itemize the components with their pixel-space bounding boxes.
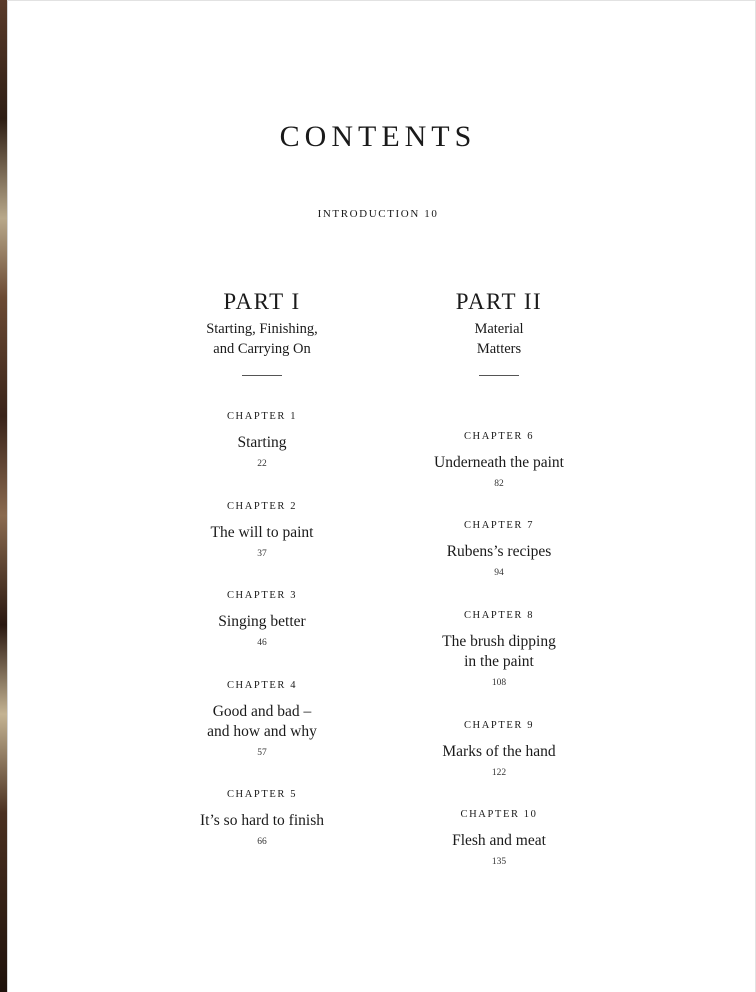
chapter-page-number: 82 xyxy=(494,479,504,489)
chapter-entry-2[interactable] xyxy=(147,500,377,560)
chapter-page-number: 94 xyxy=(494,568,504,578)
chapter-label: CHAPTER 3 xyxy=(226,590,298,601)
chapter-label: CHAPTER 10 xyxy=(460,809,538,820)
chapter-title xyxy=(384,831,614,851)
chapter-label: CHAPTER 8 xyxy=(463,610,535,621)
chapter-page-number: 135 xyxy=(491,857,507,867)
chapter-title xyxy=(147,702,377,742)
chapter-entry-7[interactable] xyxy=(384,519,614,579)
chapter-title-line: Flesh and meat xyxy=(452,832,546,849)
chapter-page-number: 122 xyxy=(491,768,507,778)
page-border-top xyxy=(7,0,756,1)
chapter-entry-8[interactable] xyxy=(384,609,614,689)
part-2-subtitle xyxy=(384,319,614,359)
part-1-divider xyxy=(242,375,282,376)
part-1-column xyxy=(147,286,377,847)
chapter-label: CHAPTER 7 xyxy=(463,520,535,531)
chapter-page-number: 108 xyxy=(491,678,507,688)
chapter-entry-5[interactable] xyxy=(147,788,377,848)
chapter-page-number: 22 xyxy=(257,459,267,469)
chapter-title-line: The brush dipping xyxy=(442,633,556,650)
chapter-title-line: in the paint xyxy=(464,653,534,670)
chapter-title xyxy=(384,632,614,672)
part-2-heading: PART II xyxy=(455,289,543,314)
chapter-entry-9[interactable] xyxy=(384,719,614,779)
chapter-label: CHAPTER 9 xyxy=(463,720,535,731)
chapter-title-line: Underneath the paint xyxy=(434,454,564,471)
chapter-title-line: and how and why xyxy=(207,723,317,740)
chapter-entry-4[interactable] xyxy=(147,679,377,759)
chapter-title xyxy=(147,523,377,543)
contents-title: CONTENTS xyxy=(279,120,477,153)
chapter-title xyxy=(384,542,614,562)
chapter-label: CHAPTER 1 xyxy=(226,411,298,422)
chapter-entry-3[interactable] xyxy=(147,589,377,649)
chapter-title-line: It’s so hard to finish xyxy=(200,812,324,829)
chapter-label: CHAPTER 4 xyxy=(226,680,298,691)
chapter-title-line: Singing better xyxy=(218,613,306,630)
chapter-title xyxy=(147,811,377,831)
chapter-entry-1[interactable] xyxy=(147,410,377,470)
chapter-entry-10[interactable] xyxy=(384,808,614,868)
part-1-heading: PART I xyxy=(223,289,301,314)
chapter-title xyxy=(147,433,377,453)
chapter-page-number: 46 xyxy=(257,638,267,648)
chapter-label: CHAPTER 2 xyxy=(226,501,298,512)
chapter-title-line: Rubens’s recipes xyxy=(446,543,552,560)
chapter-title xyxy=(384,742,614,762)
chapter-title xyxy=(384,453,614,473)
chapter-label: CHAPTER 6 xyxy=(463,431,535,442)
chapter-title xyxy=(147,612,377,632)
part-2-subtitle-line: Matters xyxy=(476,341,522,357)
part-1-subtitle-line: Starting, Finishing, xyxy=(206,321,318,337)
part-2-divider xyxy=(479,375,519,376)
chapter-page-number: 37 xyxy=(257,549,267,559)
chapter-title-line: Marks of the hand xyxy=(442,743,556,760)
chapter-label: CHAPTER 5 xyxy=(226,789,298,800)
part-2-column xyxy=(384,286,614,867)
part-1-subtitle xyxy=(147,319,377,359)
chapter-page-number: 66 xyxy=(257,837,267,847)
part-1-subtitle-line: and Carrying On xyxy=(213,341,311,357)
chapter-title-line: Starting xyxy=(237,434,287,451)
chapter-title-line: Good and bad – xyxy=(212,703,312,720)
introduction-entry[interactable]: INTRODUCTION 10 xyxy=(317,208,439,220)
chapter-entry-6[interactable] xyxy=(384,430,614,490)
chapter-page-number: 57 xyxy=(257,748,267,758)
chapter-title-line: The will to paint xyxy=(210,524,314,541)
part-2-subtitle-line: Material xyxy=(474,321,524,337)
